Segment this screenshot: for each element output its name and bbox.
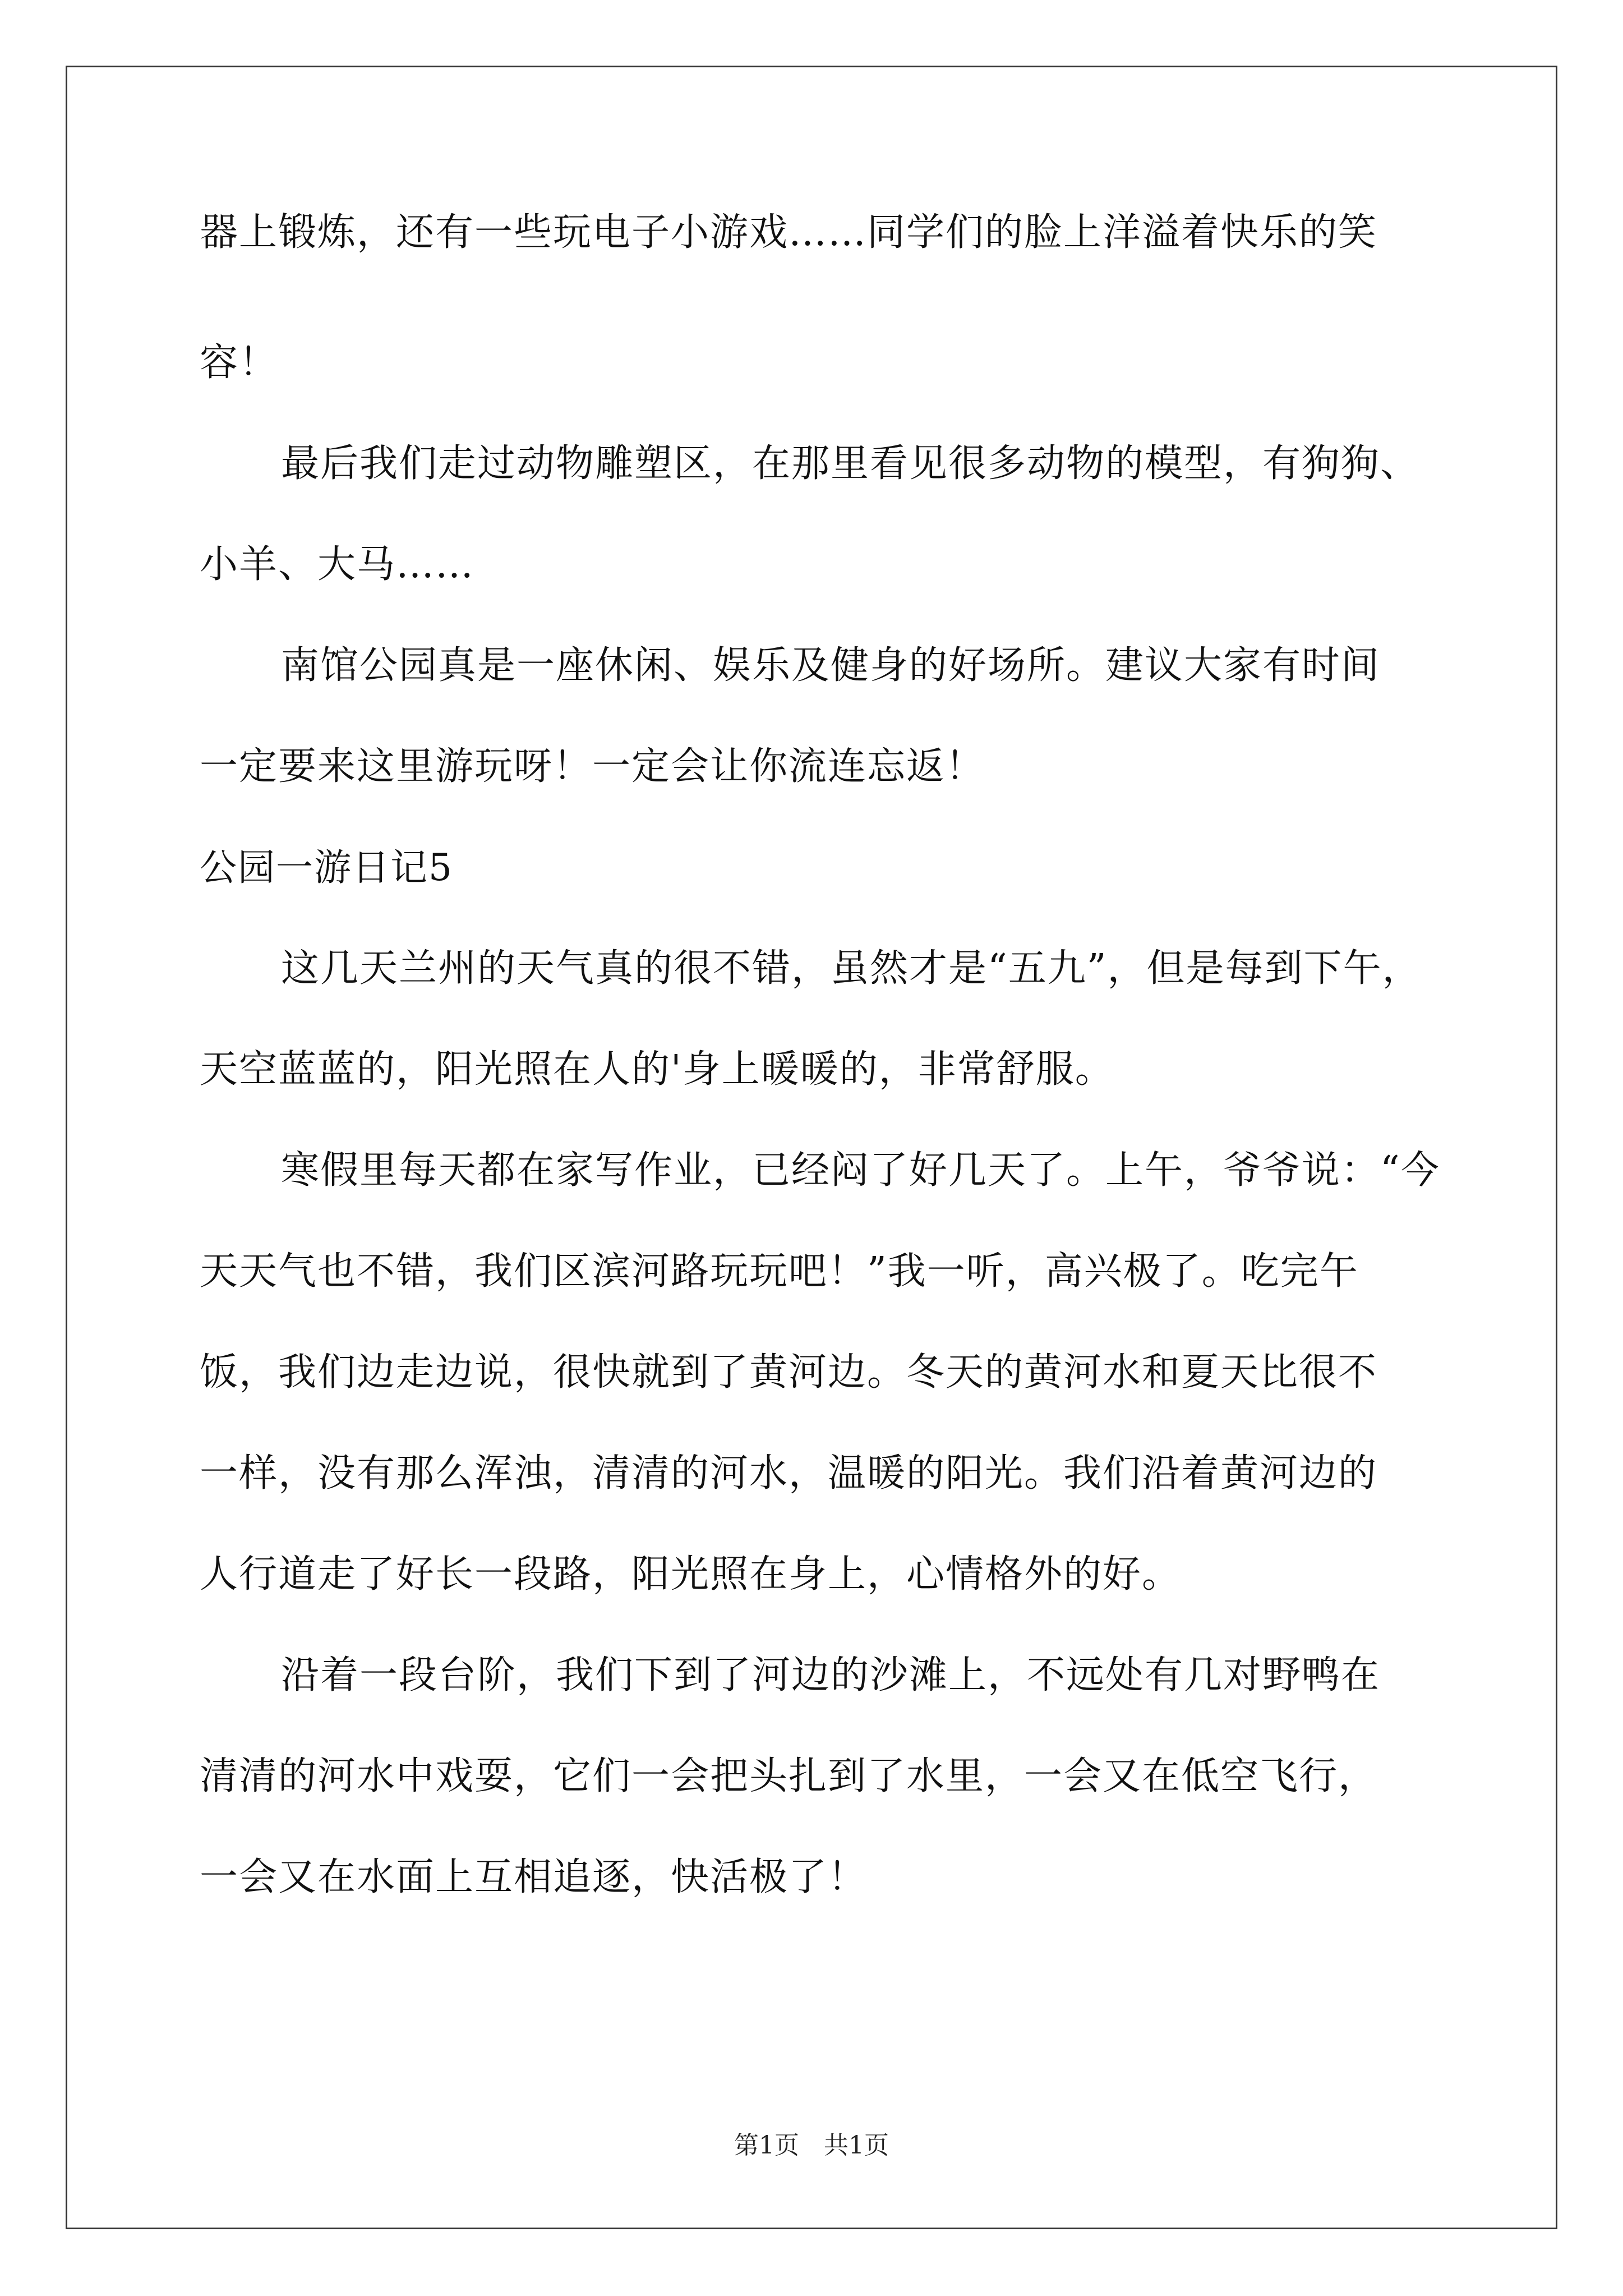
page-footer: 第1页 共1页	[734, 2131, 889, 2160]
text-line: 容！	[200, 341, 279, 385]
text-line: 清清的河水中戏耍，它们一会把头扎到了水里，一会又在低空飞行，	[200, 1754, 1378, 1798]
paragraph-start-line: 南馆公园真是一座休闲、娱乐及健身的好场所。建议大家有时间	[281, 643, 1381, 688]
section-heading: 公园一游日记5	[200, 846, 453, 889]
text-line: 天天气也不错，我们区滨河路玩玩吧！”我一听，高兴极了。吃完午	[200, 1249, 1359, 1294]
paragraph-start-line: 最后我们走过动物雕塑区，在那里看见很多动物的模型，有狗狗、	[281, 441, 1420, 486]
text-line: 小羊、大马……	[200, 542, 475, 587]
text-line: 一样，没有那么浑浊，清清的河水，温暖的阳光。我们沿着黄河边的	[200, 1451, 1378, 1496]
text-line: 一定要来这里游玩呀！一定会让你流连忘返！	[200, 744, 985, 789]
text-line: 一会又在水面上互相追逐，快活极了！	[200, 1855, 868, 1899]
text-line: 器上锻炼，还有一些玩电子小游戏……同学们的脸上洋溢着快乐的笑	[200, 210, 1378, 255]
text-line: 天空蓝蓝的，阳光照在人的'身上暖暖的，非常舒服。	[200, 1047, 1114, 1092]
paragraph-start-line: 沿着一段台阶，我们下到了河边的沙滩上，不远处有几对野鸭在	[281, 1653, 1381, 1697]
text-line: 饭，我们边走边说，很快就到了黄河边。冬天的黄河水和夏天比很不	[200, 1350, 1378, 1395]
text-line: 人行道走了好长一段路，阳光照在身上，心情格外的好。	[200, 1552, 1182, 1596]
paragraph-start-line: 这几天兰州的天气真的很不错，虽然才是“五九”，但是每到下午，	[281, 946, 1422, 991]
paragraph-start-line: 寒假里每天都在家写作业，已经闷了好几天了。上午，爷爷说：“今	[281, 1148, 1440, 1193]
